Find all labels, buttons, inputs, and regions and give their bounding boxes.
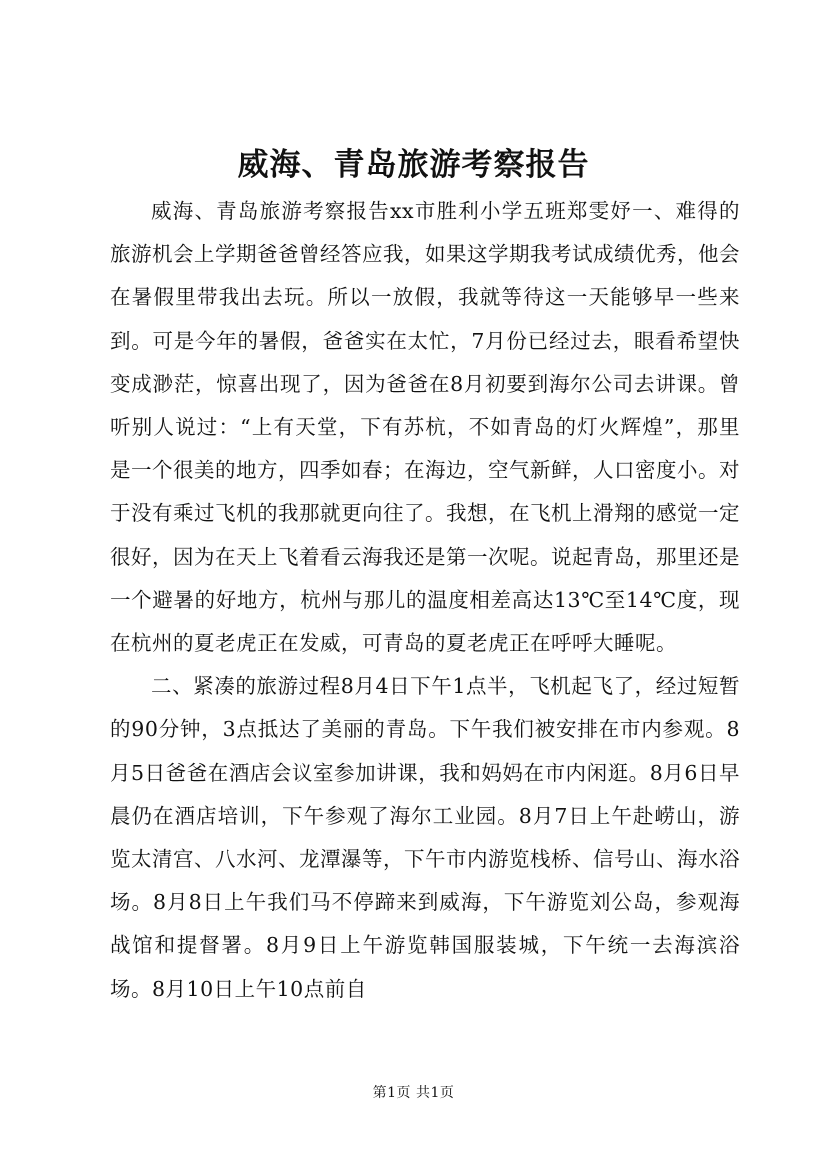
page-footer: 第1页 共1页 bbox=[372, 1085, 455, 1101]
paragraph-1: 威海、青岛旅游考察报告xx市胜利小学五班郑雯妤一、难得的旅游机会上学期爸爸曾经答应我，如果这学期我考试成绩优秀，他会在暑假里带我出去玩。所以一放假，我就等待这一天能够早一些来到。可是今年的暑假，爸爸实在太忙，7月份已经过去，眼看希望快变成渺茫，惊喜出现了，因为爸爸在8月初要到海尔公司去讲课。曾听别人说过：“上有天堂，下有苏杭，不如青岛的灯火辉煌”，那里是一个很美的地方，四季如春；在海边，空气新鲜，人口密度小。对于没有乘过飞机的我那就更向往了。我想，在飞机上滑翔的感觉一定很好，因为在天上飞着看云海我还是第一次呢。说起青岛，那里还是一个避暑的好地方，杭州与那儿的温度相差高达13℃至14℃度，现在杭州的夏老虎正在发威，可青岛的夏老虎正在呼呼大睡呢。 bbox=[110, 199, 740, 656]
document-title: 威海、青岛旅游考察报告 bbox=[237, 147, 590, 183]
document-body bbox=[110, 190, 740, 1011]
paragraph-2: 二、紧凑的旅游过程8月4日下午1点半，飞机起飞了，经过短暂的90分钟，3点抵达了美丽的青岛。下午我们被安排在市内参观。8月5日爸爸在酒店会议室参加讲课，我和妈妈在市内闲逛。8月6日早晨仍在酒店培训，下午参观了海尔工业园。8月7日上午赴崂山，游览太清宫、八水河、龙潭瀑等，下午市内游览栈桥、信号山、海水浴场。8月8日上午我们马不停蹄来到威海，下午游览刘公岛，参观海战馆和提督署。8月9日上午游览韩国服装城，下午统一去海滨浴场。8月10日上午10点前自 bbox=[110, 674, 740, 1001]
